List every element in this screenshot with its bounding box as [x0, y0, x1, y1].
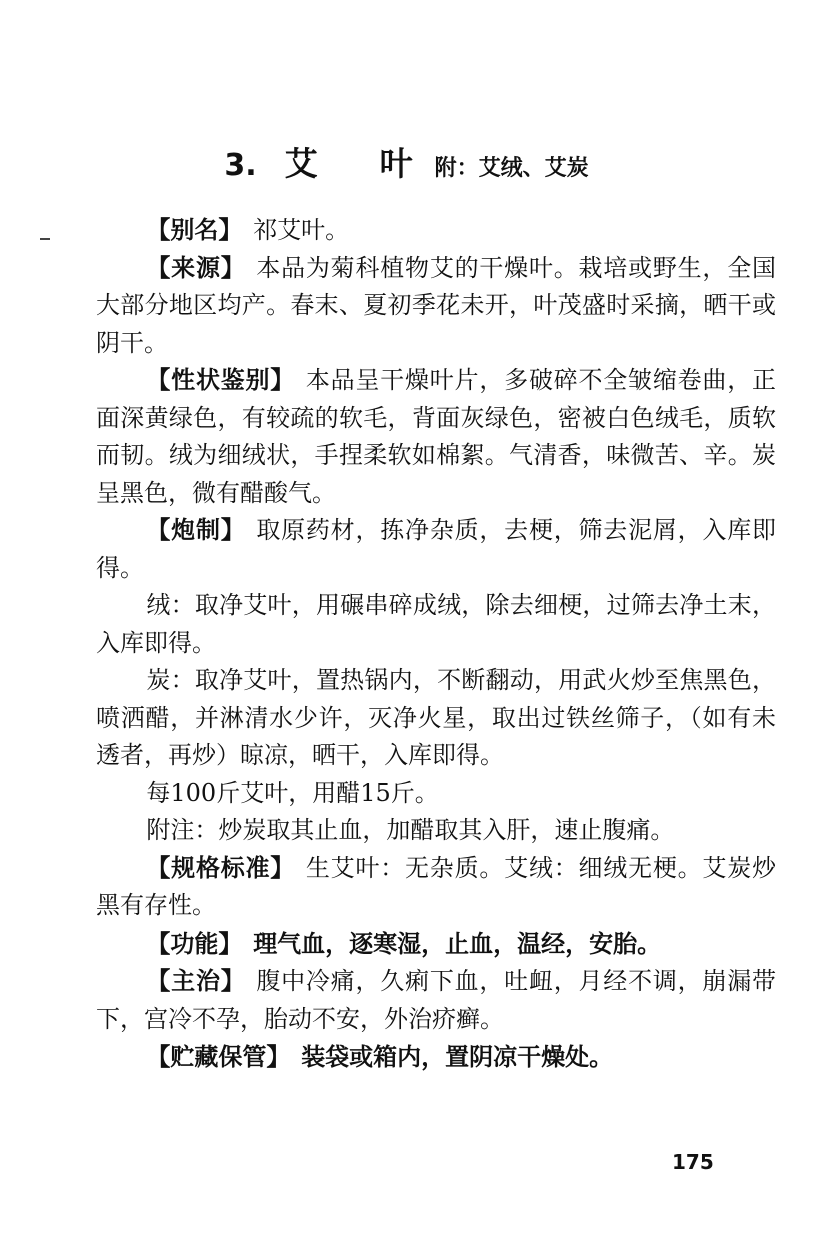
entry-title: [0, 138, 813, 185]
alias-paragraph: [96, 212, 776, 250]
entry-number: 3.: [224, 148, 257, 183]
source-text: 本品为菊科植物艾的干燥叶。栽培或野生，全国大部分地区均产。春末、夏初季花未开，叶茂盛时采摘，晒干或阴干。: [96, 253, 777, 357]
source-paragraph: [96, 250, 776, 363]
storage-paragraph: [96, 1038, 776, 1077]
processing-wool-paragraph: 绒：取净艾叶，用碾串碎成绒，除去细梗，过筛去净土末，入库即得。: [96, 591, 776, 657]
indications-paragraph: [96, 963, 776, 1038]
identification-text: 本品呈干燥叶片，多破碎不全皱缩卷曲，正面深黄绿色，有较疏的软毛，背面灰绿色，密被白色绒毛，质软而韧。绒为细绒状，手捏柔软如棉絮。气清香，味微苦、辛。炭呈黑色，微有醋酸气。: [96, 366, 776, 507]
standard-label: 【规格标准】: [146, 853, 296, 882]
storage-text: 装袋或箱内，置阴凉干燥处。: [301, 1042, 614, 1071]
source-label: 【来源】: [146, 253, 246, 282]
entry-name: 艾叶: [284, 144, 475, 183]
standard-text: 生艾叶：无杂质。艾绒：细绒无梗。艾炭炒黑有存性。: [96, 853, 776, 919]
page-number: 175: [672, 1150, 714, 1174]
identification-paragraph: [96, 362, 776, 512]
processing-text: 取原药材，拣净杂质，去梗，筛去泥屑，入库即得。: [96, 516, 777, 582]
storage-label: 【贮藏保管】: [146, 1043, 291, 1071]
indications-text: 腹中冷痛，久痢下血，吐衄，月经不调，崩漏带下，宫冷不孕，胎动不安，外治疥癣。: [96, 967, 777, 1033]
alias-text: 祁艾叶。: [253, 216, 350, 244]
note-paragraph: 附注：炒炭取其止血，加醋取其入肝，速止腹痛。: [146, 816, 675, 844]
function-label: 【功能】: [146, 929, 243, 958]
entry-subtitle: 附：艾绒、艾炭: [434, 155, 589, 181]
function-text: 理气血，逐寒湿，止血，温经，安胎。: [253, 928, 662, 958]
indications-label: 【主治】: [146, 967, 246, 995]
processing-paragraph: [96, 512, 776, 587]
entry-body: [96, 212, 776, 1077]
margin-mark: [40, 238, 50, 240]
function-paragraph: [96, 925, 776, 964]
vinegar-ratio: 每100斤艾叶，用醋15斤。: [146, 778, 439, 807]
processing-charcoal-paragraph: 炭：取净艾叶，置热锅内，不断翻动，用武火炒至焦黑色，喷洒醋，并淋清水少许，灭净火星，取出过铁丝筛子，（如有未透者，再炒）晾凉，晒干，入库即得。: [96, 666, 776, 769]
alias-label: 【别名】: [146, 216, 243, 244]
identification-label: 【性状鉴别】: [146, 366, 296, 394]
processing-label: 【炮制】: [146, 516, 246, 544]
standard-paragraph: [96, 850, 776, 925]
